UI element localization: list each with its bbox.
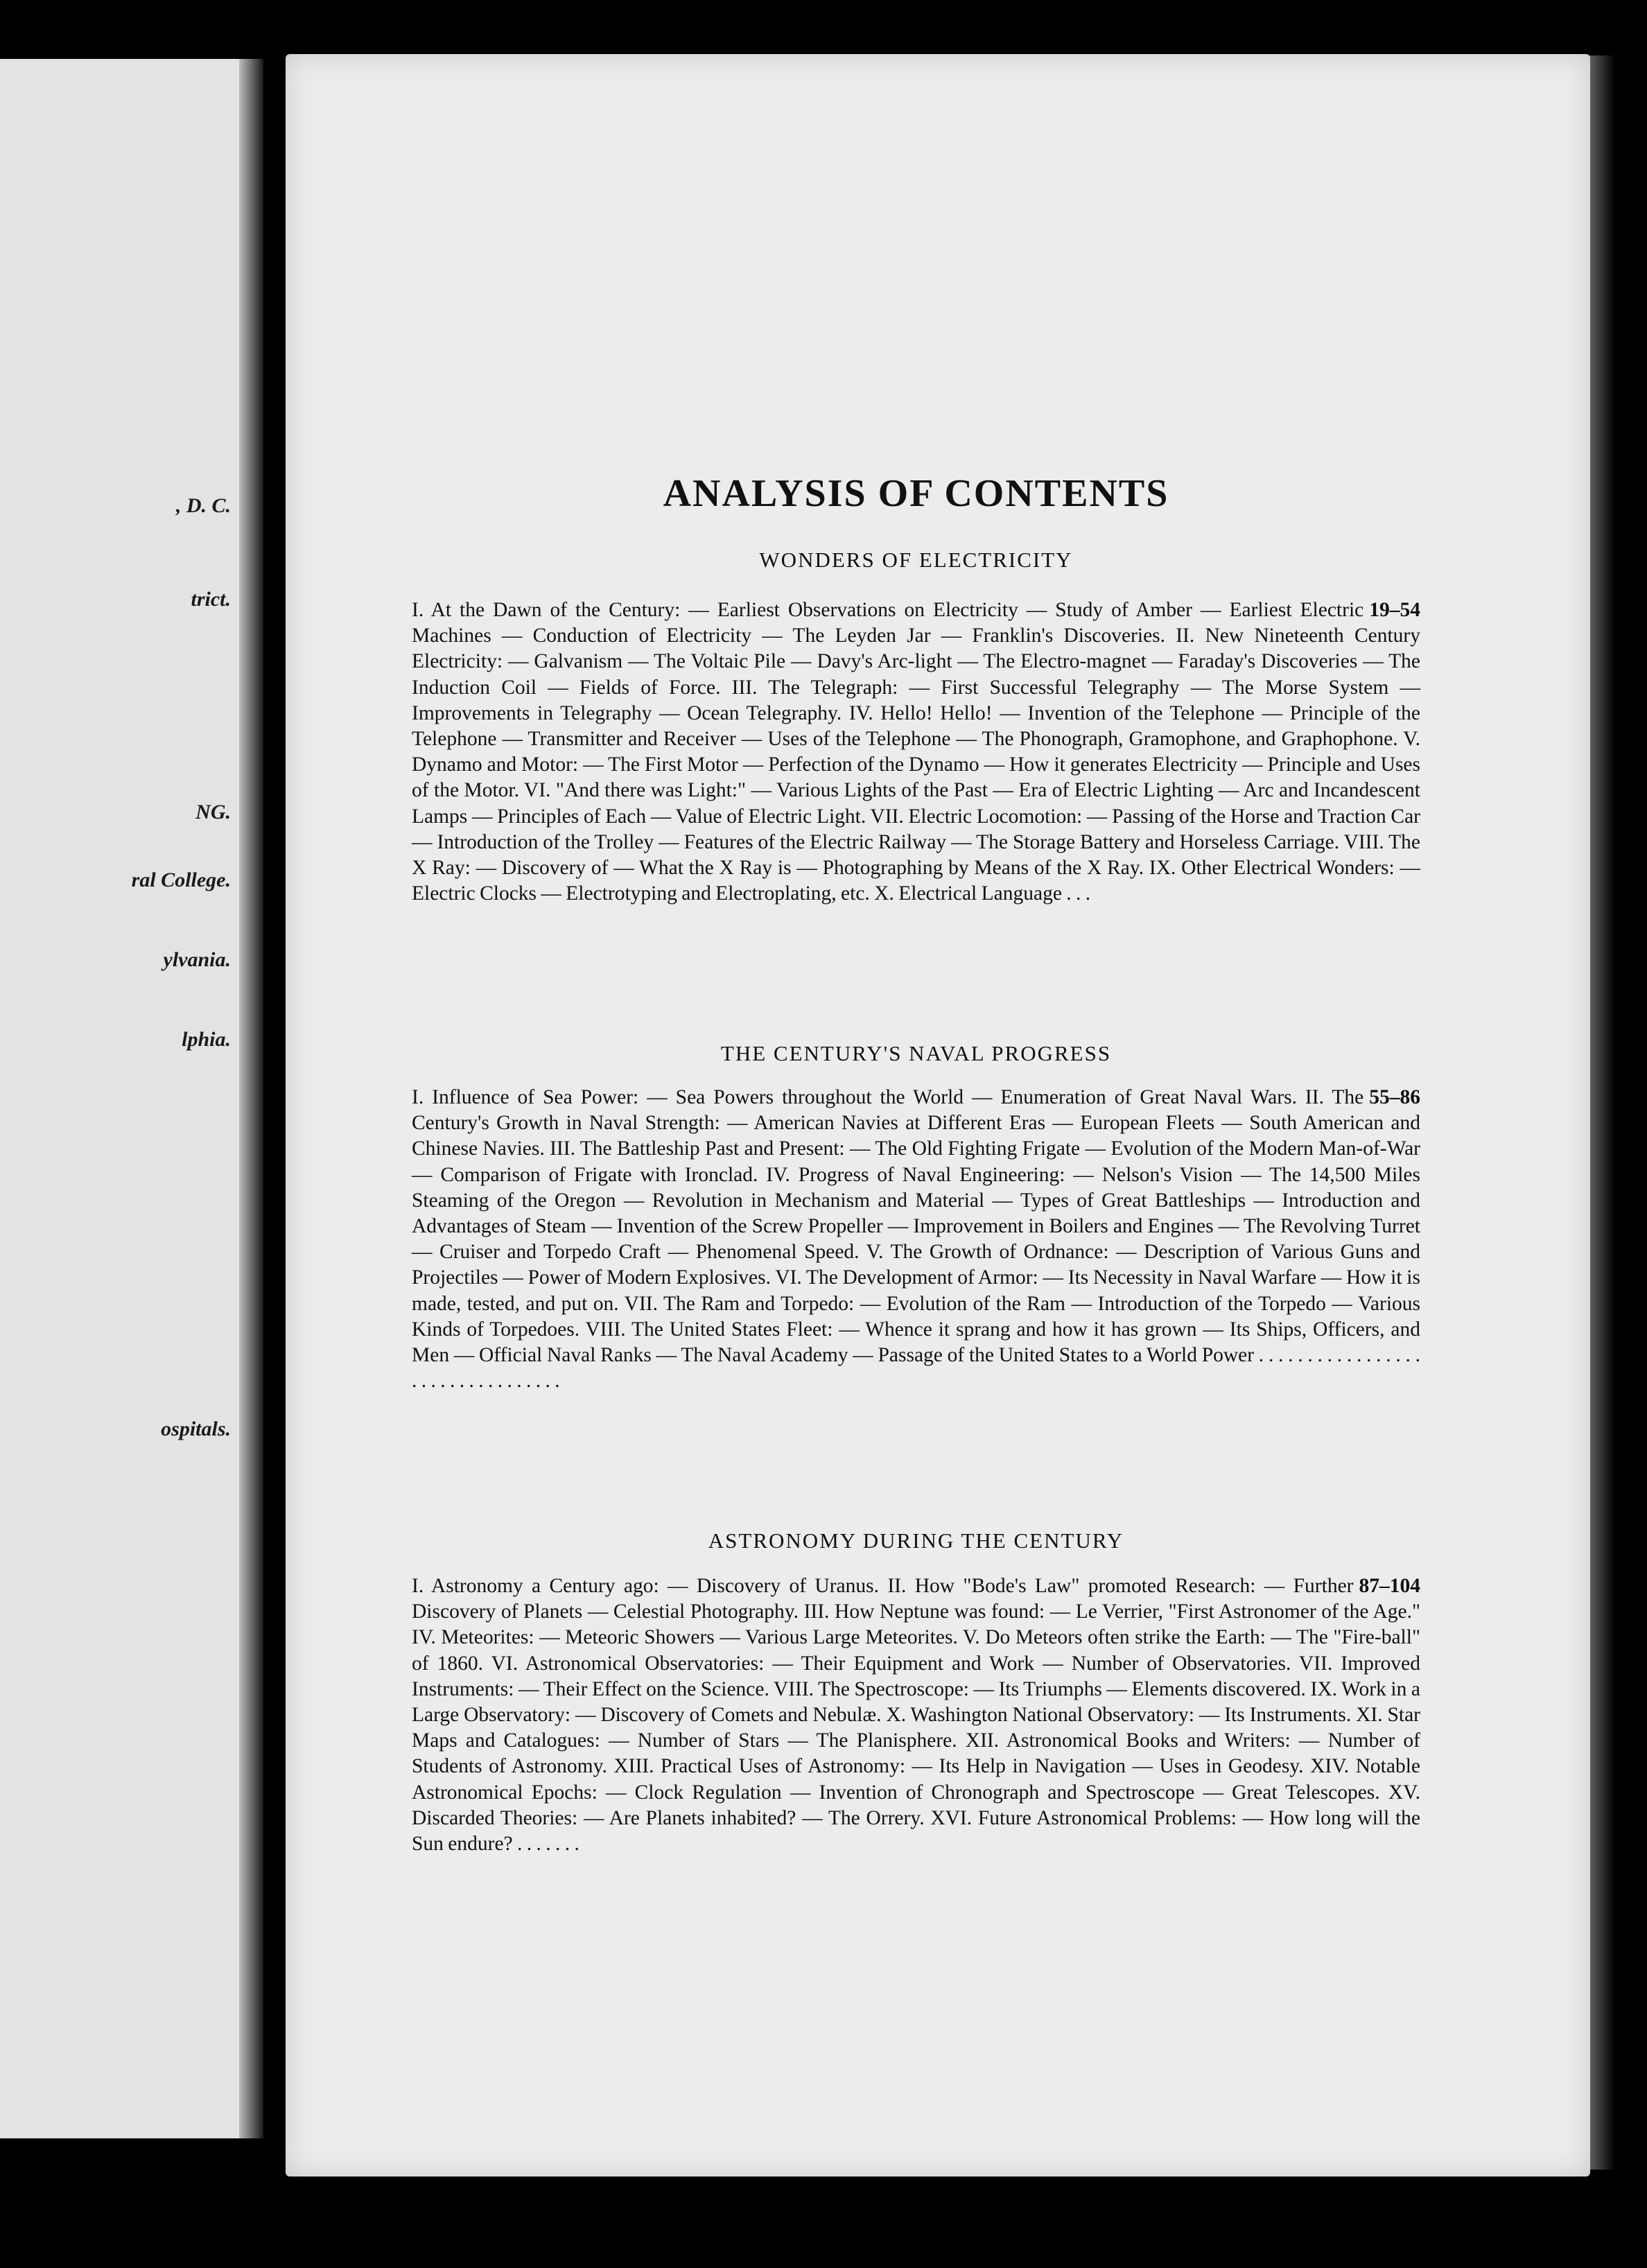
section-text-naval xyxy=(412,1085,1420,1394)
left-fragment-7: ospitals. xyxy=(161,1418,231,1440)
section-text-astronomy xyxy=(412,1573,1420,1857)
page-title: ANALYSIS OF CONTENTS xyxy=(663,472,1169,515)
left-fragment-5: ylvania. xyxy=(163,948,231,971)
page-range-electricity: 19–54 xyxy=(1369,599,1420,621)
left-fragment-3: NG. xyxy=(195,801,231,823)
section-text-electricity xyxy=(412,597,1420,907)
page-range-astronomy: 87–104 xyxy=(1359,1575,1420,1597)
section-heading-astronomy: ASTRONOMY DURING THE CENTURY xyxy=(708,1528,1124,1553)
section-body-astronomy: I. Astronomy a Century ago: — Discovery of Uranus. II. How "Bode's Law" promoted Research: — Further Discovery of Planets — Celestial Photography. III. How Neptune was found: — Le Verrier, "First Astronomer of the Age." IV. Meteorites: — Meteoric Showers — Various Large Meteorites. V. Do Meteors often strike the Earth: — The "Fire-ball" of 1860. VI. Astronomical Observatories: — Their Equipment and Work — Number of Observatories. VII. Improved Instruments: — Their Effect on the Science. VIII. The Spectroscope: — Its Triumphs — Elements discovered. IX. Work in a Large Observatory: — Discovery of Comets and Nebulæ. X. Washington National Observatory: — Its Instruments. XI. Star Maps and Catalogues: — Number of Stars — The Planisphere. XII. Astronomical Books and Writers: — Number of Students of Astronomy. XIII. Practical Uses of Astronomy: — Its Help in Navigation — Uses in Geodesy. XIV. Notable Astronomical Epochs: — Clock Regulation — Invention of Chronograph and Spectroscope — Great Telescopes. XV. Discarded Theories: — Are Planets inhabited? — The Orrery. XVI. Future Astronomical Problems: — How long will the Sun endure? . . . . . . . xyxy=(412,1575,1420,1856)
section-body-electricity: I. At the Dawn of the Century: — Earliest Observations on Electricity — Study of Amber — Earliest Electric Machines — Conduction of Electricity — The Leyden Jar — Franklin's Discoveries. II. New Nineteenth Century Electricity: — Galvanism — The Voltaic Pile — Davy's Arc-light — The Electro-magnet — Faraday's Discoveries — The Induction Coil — Fields of Force. III. The Telegraph: — First Successful Telegraphy — The Morse System — Improvements in Telegraphy — Ocean Telegraphy. IV. Hello! Hello! — Invention of the Telephone — Principle of the Telephone — Transmitter and Receiver — Uses of the Telephone — The Phonograph, Gramophone, and Graphophone. V. Dynamo and Motor: — The First Motor — Perfection of the Dynamo — How it generates Electricity — Principle and Uses of the Motor. VI. "And there was Light:" — Various Lights of the Past — Era of Electric Lighting — Arc and Incandescent Lamps — Principles of Each — Value of Electric Light. VII. Electric Locomotion: — Passing of the Horse and Traction Car — Introduction of the Trolley — Features of the Electric Railway — The Storage Battery and Horseless Carriage. VIII. The X Ray: — Discovery of — What the X Ray is — Photographing by Means of the X Ray. IX. Other Electrical Wonders: — Electric Clocks — Electrotyping and Electroplating, etc. X. Electrical Language . . . xyxy=(412,599,1420,905)
left-fragment-1: , D. C. xyxy=(175,494,231,517)
section-heading-electricity: WONDERS OF ELECTRICITY xyxy=(759,548,1073,572)
section-heading-naval: THE CENTURY'S NAVAL PROGRESS xyxy=(720,1041,1112,1065)
page-range-naval: 55–86 xyxy=(1369,1086,1420,1108)
page-fold xyxy=(239,59,263,2138)
left-fragment-4: ral College. xyxy=(131,869,231,891)
section-body-naval: I. Influence of Sea Power: — Sea Powers throughout the World — Enumeration of Great Naval Wars. II. The Century's Growth in Naval Strength: — American Navies at Different Eras — European Fleets — South American and Chinese Navies. III. The Battleship Past and Present: — The Old Fighting Frigate — Evolution of the Modern Man-of-War — Comparison of Frigate with Ironclad. IV. Progress of Naval Engineering: — Nelson's Vision — The 14,500 Miles Steaming of the Oregon — Revolution in Mechanism and Material — Types of Great Battleships — Introduction and Advantages of Steam — Invention of the Screw Propeller — Improvement in Boilers and Engines — The Revolving Turret — Cruiser and Torpedo Craft — Phenomenal Speed. V. The Growth of Ordnance: — Description of Various Guns and Projectiles — Power of Modern Explosives. VI. The Development of Armor: — Its Necessity in Naval Warfare — How it is made, tested, and put on. VII. The Ram and Torpedo: — Evolution of the Ram — Introduction of the Torpedo — Various Kinds of Torpedoes. VIII. The United States Fleet: — Whence it sprang and how it has grown — Its Ships, Officers, and Men — Official Naval Ranks — The Naval Academy — Passage of the United States to a World Power . . . . . . . . . . . . . . . . . . . . . . . . . . . . . . . . . xyxy=(412,1086,1420,1393)
left-fragment-2: trict. xyxy=(191,588,231,611)
left-fragment-6: lphia. xyxy=(182,1028,231,1051)
left-page xyxy=(0,59,239,2138)
